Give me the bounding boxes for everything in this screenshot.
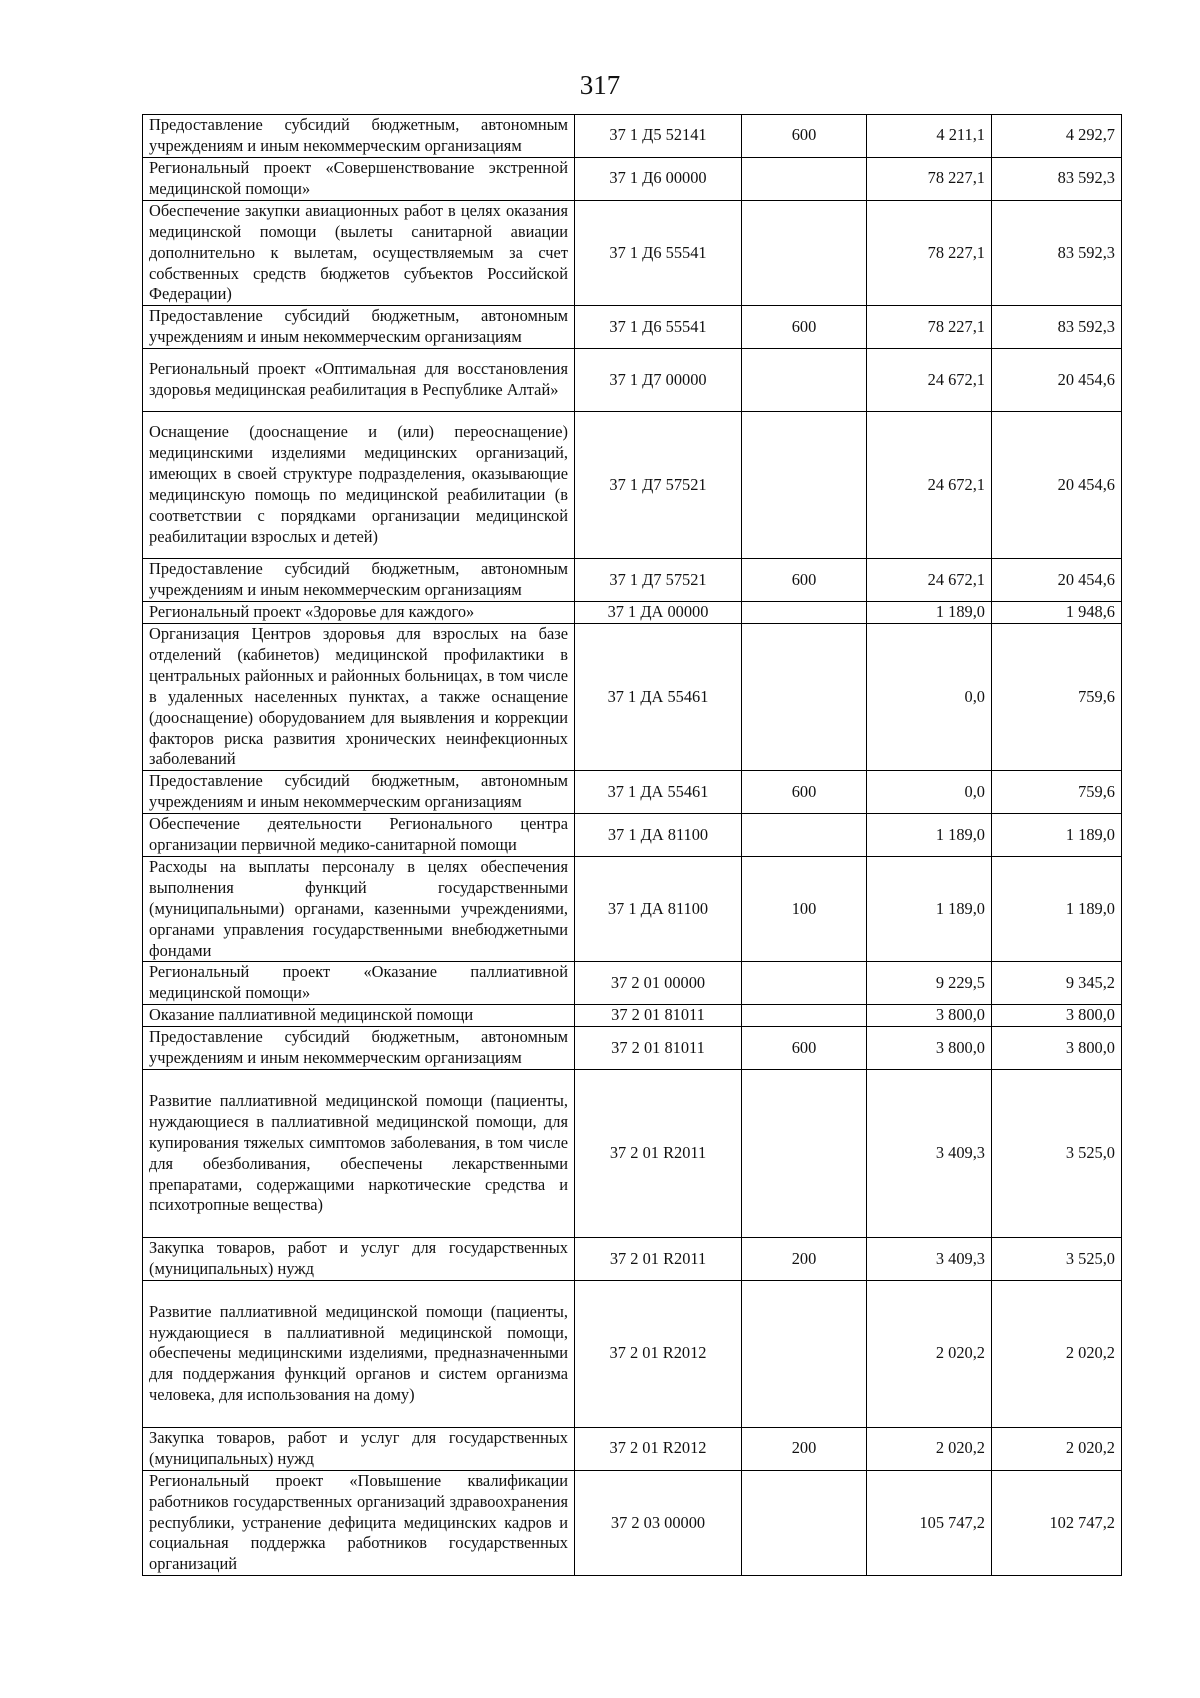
table-row: [143, 349, 1122, 412]
table-row: [143, 1070, 1122, 1238]
row-expense-kind: [742, 412, 867, 559]
row-expense-kind: 200: [742, 1238, 867, 1281]
row-expense-kind: [742, 1470, 867, 1576]
table-row: [143, 1280, 1122, 1427]
table-row: [143, 771, 1122, 814]
row-amount-year-1: 0,0: [867, 623, 992, 770]
row-amount-year-2: 1 189,0: [992, 856, 1122, 962]
table-row: [143, 1005, 1122, 1027]
table-row: [143, 601, 1122, 623]
row-amount-year-2: 3 800,0: [992, 1027, 1122, 1070]
row-code: 37 2 01 81011: [575, 1005, 742, 1027]
row-amount-year-1: 24 672,1: [867, 349, 992, 412]
row-amount-year-2: 83 592,3: [992, 200, 1122, 306]
row-amount-year-1: 78 227,1: [867, 200, 992, 306]
page-number: 317: [579, 70, 621, 100]
table-row: [143, 1027, 1122, 1070]
row-code: 37 1 Д7 57521: [575, 559, 742, 602]
row-amount-year-2: 3 525,0: [992, 1070, 1122, 1238]
row-name: Предоставление субсидий бюджетным, автономным учреждениям и иным некоммерческим организациям: [143, 559, 575, 602]
row-name: Развитие паллиативной медицинской помощи (пациенты, нуждающиеся в паллиативной медицинской помощи, обеспечены медицинскими изделиями, предназначенными для поддержания функций органов и систем организма человека, для использования на дому): [143, 1280, 575, 1427]
table-row: [143, 412, 1122, 559]
table-row: [143, 115, 1122, 158]
row-amount-year-1: 78 227,1: [867, 306, 992, 349]
table-row: [143, 856, 1122, 962]
row-amount-year-2: 2 020,2: [992, 1280, 1122, 1427]
row-name: Региональный проект «Оптимальная для восстановления здоровья медицинская реабилитация в Республике Алтай»: [143, 349, 575, 412]
row-amount-year-1: 24 672,1: [867, 412, 992, 559]
row-name: Оказание паллиативной медицинской помощи: [143, 1005, 575, 1027]
row-code: 37 2 03 00000: [575, 1470, 742, 1576]
row-amount-year-1: 0,0: [867, 771, 992, 814]
row-expense-kind: 600: [742, 771, 867, 814]
row-code: 37 2 01 R2011: [575, 1238, 742, 1281]
row-code: 37 1 ДА 81100: [575, 814, 742, 857]
row-name: Расходы на выплаты персоналу в целях обеспечения выполнения функций государственными (муниципальными) органами, казенными учреждениями, органами управления государственными внебюджетными фондами: [143, 856, 575, 962]
row-amount-year-2: 759,6: [992, 623, 1122, 770]
row-amount-year-1: 1 189,0: [867, 814, 992, 857]
row-code: 37 1 Д7 57521: [575, 412, 742, 559]
row-expense-kind: [742, 200, 867, 306]
row-expense-kind: [742, 623, 867, 770]
row-expense-kind: 600: [742, 306, 867, 349]
row-amount-year-2: 102 747,2: [992, 1470, 1122, 1576]
row-name: Региональный проект «Оказание паллиативной медицинской помощи»: [143, 962, 575, 1005]
row-name: Предоставление субсидий бюджетным, автономным учреждениям и иным некоммерческим организациям: [143, 1027, 575, 1070]
row-code: 37 1 Д6 00000: [575, 157, 742, 200]
row-code: 37 2 01 R2011: [575, 1070, 742, 1238]
row-expense-kind: [742, 601, 867, 623]
row-name: Оснащение (дооснащение и (или) переоснащение) медицинскими изделиями медицинских организаций, имеющих в своей структуре подразделения, оказывающие медицинскую помощь по медицинской реабилитации (в соответствии с порядками организации медицинской реабилитации взрослых и детей): [143, 412, 575, 559]
table-row: [143, 559, 1122, 602]
table-row: [143, 962, 1122, 1005]
row-name: Предоставление субсидий бюджетным, автономным учреждениям и иным некоммерческим организациям: [143, 771, 575, 814]
row-name: Закупка товаров, работ и услуг для государственных (муниципальных) нужд: [143, 1238, 575, 1281]
row-amount-year-1: 9 229,5: [867, 962, 992, 1005]
row-expense-kind: [742, 157, 867, 200]
row-name: Обеспечение деятельности Регионального центра организации первичной медико-санитарной помощи: [143, 814, 575, 857]
row-amount-year-2: 3 800,0: [992, 1005, 1122, 1027]
row-code: 37 1 Д5 52141: [575, 115, 742, 158]
row-code: 37 1 ДА 55461: [575, 623, 742, 770]
row-code: 37 1 ДА 81100: [575, 856, 742, 962]
table-row: [143, 157, 1122, 200]
row-expense-kind: 600: [742, 1027, 867, 1070]
row-code: 37 2 01 R2012: [575, 1427, 742, 1470]
row-name: Региональный проект «Здоровье для каждого»: [143, 601, 575, 623]
row-amount-year-2: 3 525,0: [992, 1238, 1122, 1281]
row-amount-year-2: 4 292,7: [992, 115, 1122, 158]
row-name: Предоставление субсидий бюджетным, автономным учреждениям и иным некоммерческим организациям: [143, 115, 575, 158]
row-amount-year-2: 20 454,6: [992, 412, 1122, 559]
row-expense-kind: [742, 1070, 867, 1238]
row-amount-year-1: 24 672,1: [867, 559, 992, 602]
row-amount-year-1: 78 227,1: [867, 157, 992, 200]
row-amount-year-1: 2 020,2: [867, 1427, 992, 1470]
row-name: Предоставление субсидий бюджетным, автономным учреждениям и иным некоммерческим организациям: [143, 306, 575, 349]
row-amount-year-1: 3 800,0: [867, 1005, 992, 1027]
row-amount-year-2: 9 345,2: [992, 962, 1122, 1005]
row-amount-year-1: 2 020,2: [867, 1280, 992, 1427]
row-code: 37 1 Д7 00000: [575, 349, 742, 412]
row-amount-year-1: 105 747,2: [867, 1470, 992, 1576]
row-code: 37 2 01 00000: [575, 962, 742, 1005]
table-row: [143, 814, 1122, 857]
row-amount-year-1: 1 189,0: [867, 856, 992, 962]
table-row: [143, 1470, 1122, 1576]
row-expense-kind: 100: [742, 856, 867, 962]
row-name: Закупка товаров, работ и услуг для государственных (муниципальных) нужд: [143, 1427, 575, 1470]
row-expense-kind: [742, 814, 867, 857]
row-amount-year-2: 1 948,6: [992, 601, 1122, 623]
row-amount-year-2: 83 592,3: [992, 157, 1122, 200]
row-name: Организация Центров здоровья для взрослых на базе отделений (кабинетов) медицинской профилактики в центральных районных и районных больницах, в том числе в удаленных населенных пунктах, а также оснащение (дооснащение) оборудованием для выявления и коррекции факторов риска развития хронических неинфекционных заболеваний: [143, 623, 575, 770]
row-amount-year-2: 83 592,3: [992, 306, 1122, 349]
row-expense-kind: 200: [742, 1427, 867, 1470]
row-code: 37 2 01 R2012: [575, 1280, 742, 1427]
budget-table: [142, 114, 1122, 1576]
row-name: Региональный проект «Повышение квалификации работников государственных организаций здравоохранения республики, устранение дефицита медицинских кадров и социальная поддержка работников государственных организаций: [143, 1470, 575, 1576]
row-expense-kind: [742, 1005, 867, 1027]
row-expense-kind: [742, 962, 867, 1005]
row-name: Обеспечение закупки авиационных работ в целях оказания медицинской помощи (вылеты санитарной авиации дополнительно к вылетам, осуществляемым за счет собственных средств бюджетов субъектов Российской Федерации): [143, 200, 575, 306]
table-row: [143, 200, 1122, 306]
row-expense-kind: 600: [742, 559, 867, 602]
table-row: [143, 1238, 1122, 1281]
table-row: [143, 623, 1122, 770]
row-amount-year-2: 2 020,2: [992, 1427, 1122, 1470]
row-amount-year-2: 20 454,6: [992, 559, 1122, 602]
row-amount-year-1: 3 800,0: [867, 1027, 992, 1070]
row-expense-kind: [742, 349, 867, 412]
table-row: [143, 1427, 1122, 1470]
row-code: 37 1 ДА 55461: [575, 771, 742, 814]
row-expense-kind: 600: [742, 115, 867, 158]
row-code: 37 1 Д6 55541: [575, 306, 742, 349]
row-amount-year-2: 1 189,0: [992, 814, 1122, 857]
row-name: Региональный проект «Совершенствование экстренной медицинской помощи»: [143, 157, 575, 200]
row-code: 37 1 ДА 00000: [575, 601, 742, 623]
row-amount-year-1: 3 409,3: [867, 1238, 992, 1281]
row-code: 37 2 01 81011: [575, 1027, 742, 1070]
row-name: Развитие паллиативной медицинской помощи (пациенты, нуждающиеся в паллиативной медицинской помощи, для купирования тяжелых симптомов заболевания, в том числе для обезболивания, обеспечены лекарственными препаратами, содержащими наркотические средства и психотропные вещества): [143, 1070, 575, 1238]
row-amount-year-1: 1 189,0: [867, 601, 992, 623]
row-amount-year-2: 759,6: [992, 771, 1122, 814]
row-amount-year-2: 20 454,6: [992, 349, 1122, 412]
row-code: 37 1 Д6 55541: [575, 200, 742, 306]
row-expense-kind: [742, 1280, 867, 1427]
row-amount-year-1: 4 211,1: [867, 115, 992, 158]
row-amount-year-1: 3 409,3: [867, 1070, 992, 1238]
table-row: [143, 306, 1122, 349]
